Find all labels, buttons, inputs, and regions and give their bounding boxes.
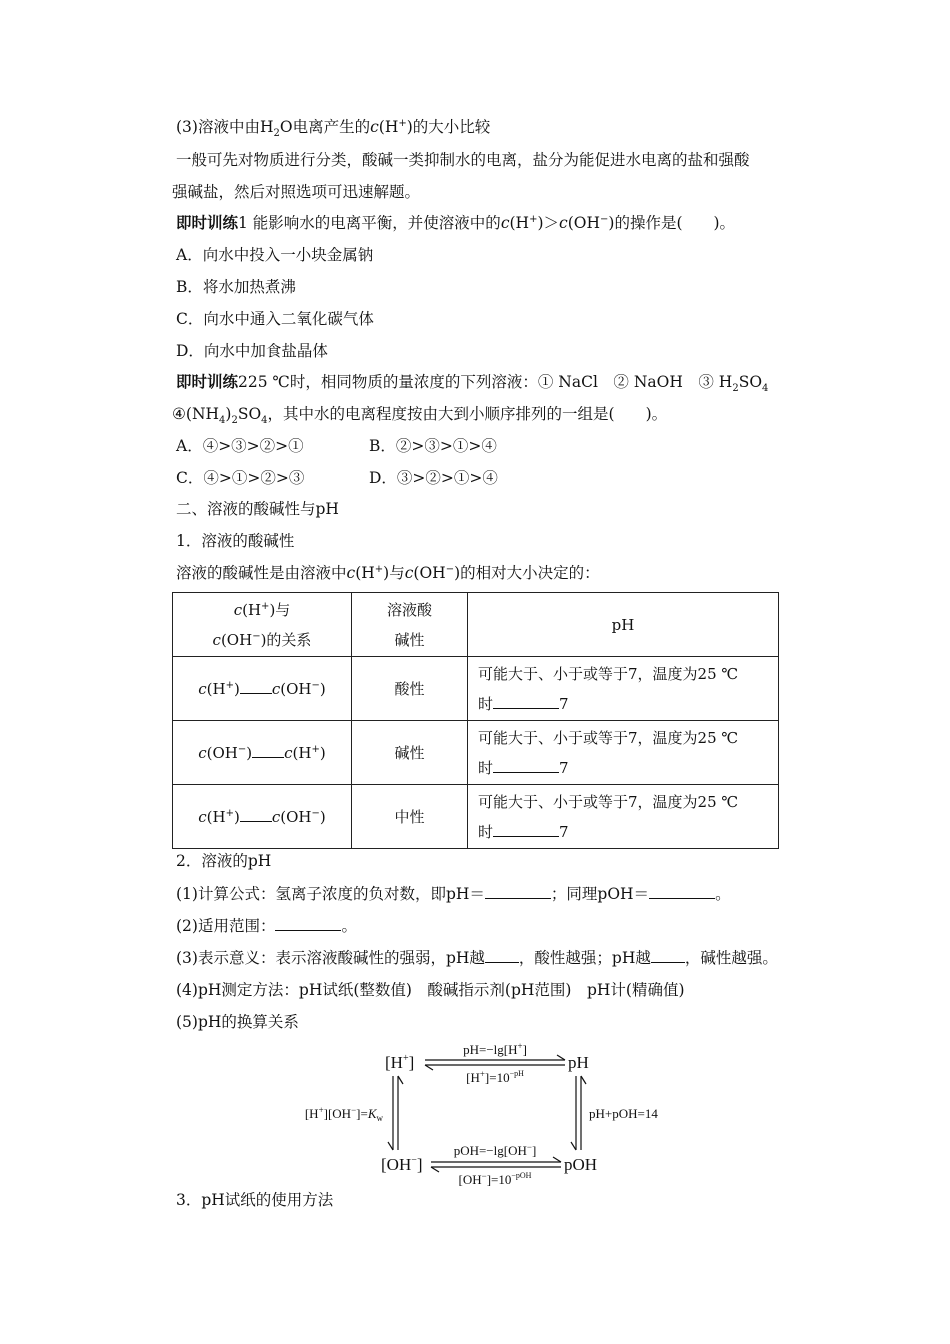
label-poh-formula: pOH=−lg[OH−] [453,1142,537,1158]
option-c: C．④>①>②>③ [176,469,305,487]
range-line: (2)适用范围： 。 [176,917,357,935]
relation-cell: c(OH−) c(H+) [173,721,352,785]
subheading-h2o-ionization: (3)溶液中由$H_2O$电离产生的c(H+)的大小比较 [176,117,491,140]
header-relation: c(H+)与 c(OH−)的关系 [173,593,352,657]
label-ph-formula: pH=−lg[H+] [463,1041,527,1057]
method-line: (4)pH测定方法：pH试纸(整数值) 酸碱指示剂(pH范围) pH计(精确值) [176,981,685,999]
blank[interactable] [275,916,341,931]
subsection-heading: 3．pH试纸的使用方法 [176,1191,334,1209]
subsection-heading: 2．溶液的pH [176,852,272,870]
paragraph-line: 强碱盐，然后对照选项可迅速解题。 [172,183,421,201]
nature-cell: 酸性 [352,657,468,721]
table-row [173,721,779,785]
formula-line: (1)计算公式：氢离子浓度的负对数，即pH＝ ；同理pOH＝ 。 [176,885,731,903]
option-b: B．将水加热煮沸 [176,278,296,296]
question-2-cont: $④(NH_4)_2SO_4$，其中水的电离程度按由大到小顺序排列的一组是( )。 [172,405,668,427]
blank[interactable] [651,948,685,963]
option-c: C．向水中通入二氧化碳气体 [176,310,374,328]
corner-oh: [OH−] [381,1155,423,1174]
blank[interactable] [485,884,551,899]
table-row [173,657,779,721]
option-b: B．②>③>①>④ [369,437,497,455]
label-h-formula: $[H^+]=10^{-pH}$ [466,1069,524,1085]
subsection-heading: 1．溶液的酸碱性 [176,532,295,550]
label-sum: pH+pOH=14 [589,1106,658,1121]
bottom-equilibrium-arrows [431,1157,561,1172]
blank[interactable] [649,884,715,899]
table-header-row [173,593,779,657]
blank[interactable] [240,679,272,694]
ph-cell: 可能大于、小于或等于7，温度为25 ℃ 时 7 [468,721,779,785]
meaning-line: (3)表示意义：表示溶液酸碱性的强弱，pH越 ，酸性越强；pH越 ，碱性越强。 [176,949,778,967]
blank[interactable] [240,807,272,822]
corner-ph: pH [568,1053,589,1072]
blank[interactable] [493,694,559,709]
ph-conversion-diagram [305,1038,685,1188]
corner-poh: pOH [564,1155,598,1174]
ph-cell: 可能大于、小于或等于7，温度为25 ℃ 时 7 [468,785,779,849]
header-ph: pH [468,593,779,657]
option-d: D．③>②>①>④ [369,469,498,487]
left-equilibrium-arrows [388,1076,403,1150]
nature-cell: 中性 [352,785,468,849]
top-equilibrium-arrows [425,1055,565,1070]
relation-cell: c(H+) c(OH−) [173,785,352,849]
relation-cell: c(H+) c(OH−) [173,657,352,721]
blank[interactable] [252,743,284,758]
option-a: A．向水中投入一小块金属钠 [176,246,374,264]
conversion-heading: (5)pH的换算关系 [176,1013,299,1031]
label-oh-formula: $[OH^-]=10^{-pOH}$ [458,1171,532,1187]
section-heading: 二、溶液的酸碱性与pH [176,500,339,518]
paragraph-line: 溶液的酸碱性是由溶液中c(H+)与c(OH−)的相对大小决定的： [176,563,600,582]
question-1: 即时训练1 能影响水的电离平衡，并使溶液中的c(H+)＞c(OH−)的操作是( )。 [176,213,736,232]
label-kw: $[H^+][OH^-]=K_w$ [305,1105,383,1123]
blank[interactable] [493,758,559,773]
blank[interactable] [493,822,559,837]
option-d: D．向水中加食盐晶体 [176,342,328,360]
nature-cell: 碱性 [352,721,468,785]
header-nature: 溶液酸 碱性 [352,593,468,657]
corner-h: [H+] [385,1053,415,1072]
ph-cell: 可能大于、小于或等于7，温度为25 ℃ 时 7 [468,657,779,721]
blank[interactable] [485,948,519,963]
acidity-table [172,592,779,849]
paragraph-line: 一般可先对物质进行分类，酸碱一类抑制水的电离，盐分为能促进水电离的盐和强酸 [176,151,750,169]
option-a: A．④>③>②>① [176,437,304,455]
table-row [173,785,779,849]
right-equilibrium-arrows [571,1076,586,1150]
question-2: 即时训练225 ℃时，相同物质的量浓度的下列溶液：① NaCl ② NaOH ③ $H_2SO_4$ [176,373,769,395]
